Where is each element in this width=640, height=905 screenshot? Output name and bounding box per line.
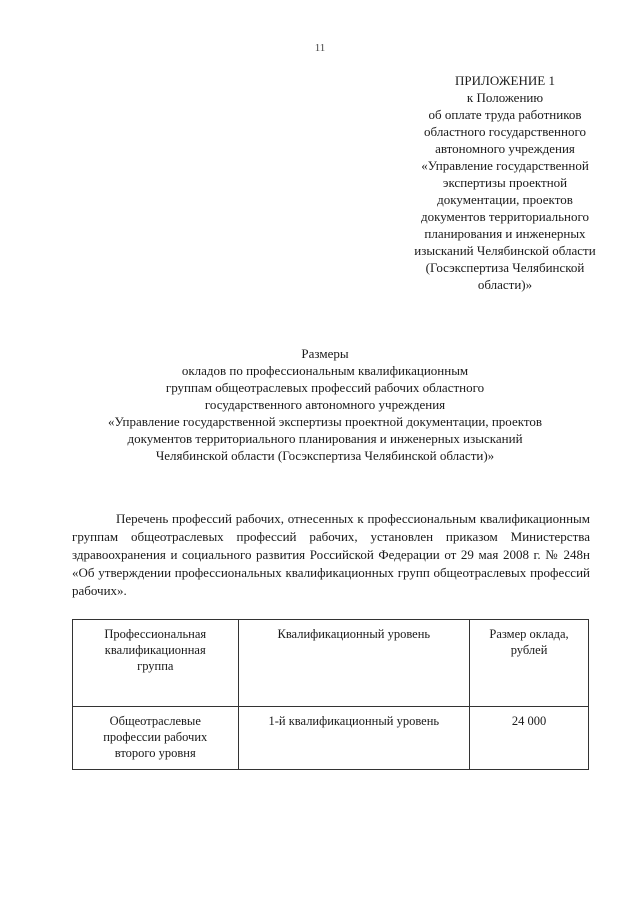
salary-cell [470, 707, 589, 770]
appendix-block [360, 72, 640, 293]
table-row [73, 707, 589, 770]
salary-table [72, 619, 589, 770]
cell-text: 24 000 [511, 714, 547, 728]
page-number: 11 [314, 42, 326, 54]
title-line: Размеры [301, 346, 349, 361]
header-text: Размер оклада, [489, 627, 569, 641]
appendix-line: «Управление государственной [421, 158, 589, 173]
document-title [40, 345, 610, 464]
header-text: Квалификационный уровень [277, 627, 431, 641]
appendix-line: об оплате труда работников [428, 107, 582, 122]
header-text: рублей [510, 643, 548, 657]
appendix-line: ПРИЛОЖЕНИЕ 1 [455, 73, 555, 88]
intro-paragraph: Перечень профессий рабочих, отнесенных к профессиональным квалификационным группам общеотраслевых профессий рабочих, установлен приказом Министерства здравоохранения и социального развития Российской Федерации от 29 мая 2008 г. № 248н «Об утверждении профессиональных квалификационных групп общеотраслевых профессий рабочих». [72, 511, 590, 598]
cell-text: второго уровня [114, 746, 196, 760]
header-text: Профессиональная [104, 627, 207, 641]
title-line: государственного автономного учреждения [204, 397, 446, 412]
title-line: документов территориального планирования и инженерных изысканий [127, 431, 523, 446]
header-level-cell [238, 620, 470, 707]
appendix-line: (Госэкспертиза Челябинской [425, 260, 585, 275]
appendix-line: изысканий Челябинской области [414, 243, 596, 258]
appendix-line: экспертизы проектной [442, 175, 568, 190]
title-line: «Управление государственной экспертизы проектной документации, проектов [107, 414, 543, 429]
header-text: группа [137, 659, 174, 673]
appendix-line: областного государственного [424, 124, 586, 139]
header-group-cell [73, 620, 239, 707]
cell-text: Общеотраслевые [109, 714, 201, 728]
header-salary-cell [470, 620, 589, 707]
appendix-line: к Положению [466, 90, 544, 105]
appendix-line: планирования и инженерных [424, 226, 586, 241]
group-cell [73, 707, 239, 770]
title-line: окладов по профессиональным квалификационным [181, 363, 469, 378]
appendix-line: автономного учреждения [435, 141, 575, 156]
appendix-line: области)» [477, 277, 533, 292]
appendix-line: документации, проектов [437, 192, 573, 207]
header-text: квалификационная [104, 643, 206, 657]
cell-text: 1-й квалификационный уровень [268, 714, 440, 728]
cell-text: профессии рабочих [103, 730, 208, 744]
table-header-row [73, 620, 589, 707]
title-line: группам общеотраслевых профессий рабочих областного [165, 380, 485, 395]
appendix-line: документов территориального [420, 209, 590, 224]
level-cell [238, 707, 470, 770]
title-line: Челябинской области (Госэкспертиза Челябинской области)» [155, 448, 495, 463]
